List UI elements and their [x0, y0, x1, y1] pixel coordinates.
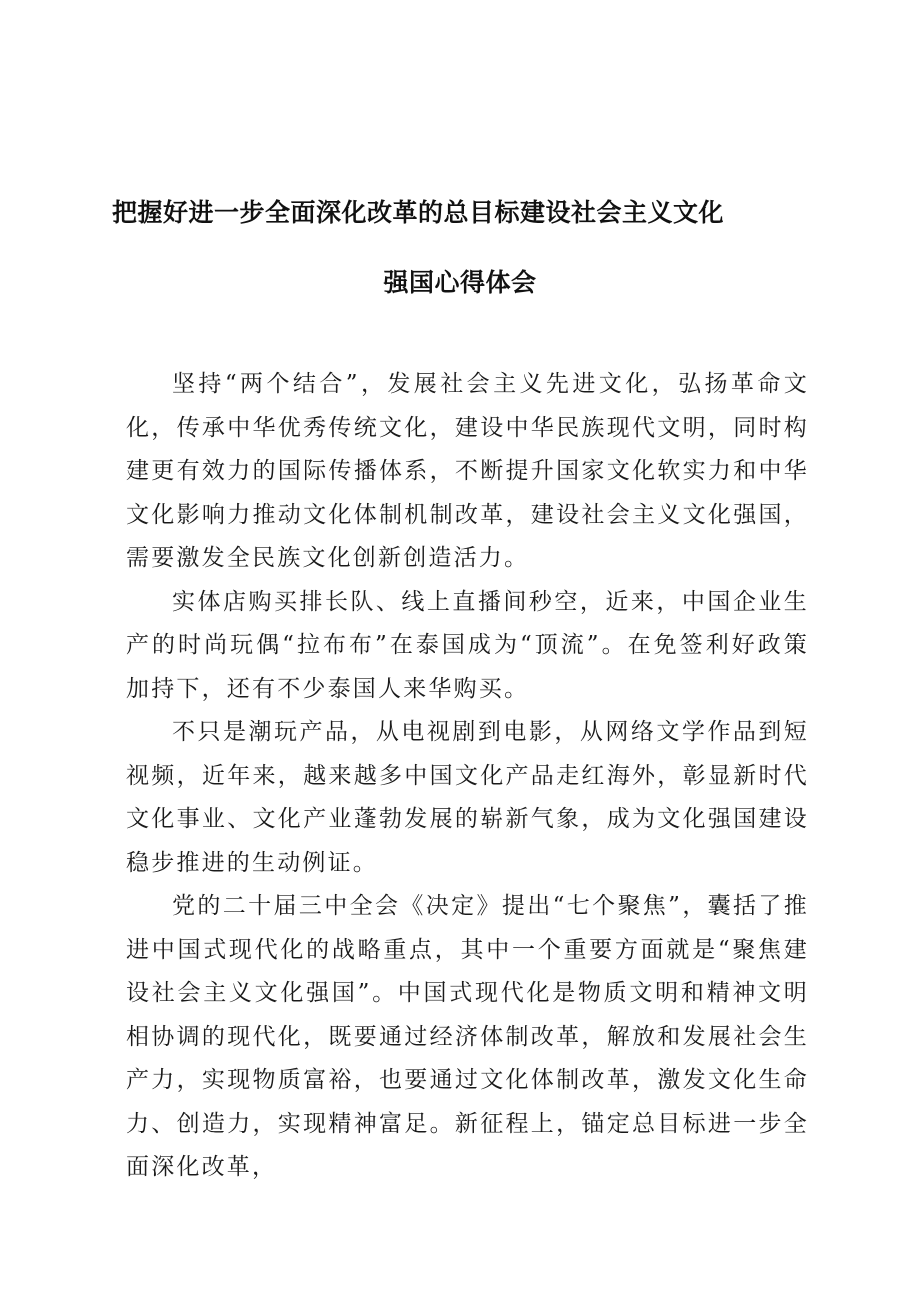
body-paragraph: 坚持“两个结合”，发展社会主义先进文化，弘扬革命文化，传承中华优秀传统文化，建设中华民族现代文明，同时构建更有效力的国际传播体系，不断提升国家文化软实力和中华文化影响力推动文化体制机制改革，建设社会主义文化强国，需要激发全民族文化创新创造活力。	[126, 371, 809, 571]
document-title-line-2: 强国心得体会	[383, 268, 537, 297]
document-title-line-1: 把握好进一步全面深化改革的总目标建设社会主义文化	[112, 198, 725, 227]
document-body	[126, 363, 809, 1190]
body-paragraph: 不只是潮玩产品，从电视剧到电影，从网络文学作品到短视频，近年来，越来越多中国文化产品走红海外，彰显新时代文化事业、文化产业蓬勃发展的崭新气象，成为文化强国建设稳步推进的生动例证。	[126, 719, 809, 876]
body-paragraph: 党的二十届三中全会《决定》提出“七个聚焦”，囊括了推进中国式现代化的战略重点，其中一个重要方面就是“聚焦建设社会主义文化强国”。中国式现代化是物质文明和精神文明相协调的现代化，既要通过经济体制改革，解放和发展社会生产力，实现物质富裕，也要通过文化体制改革，激发文化生命力、创造力，实现精神富足。新征程上，锚定总目标进一步全面深化改革，	[126, 893, 809, 1180]
body-paragraph: 实体店购买排长队、线上直播间秒空，近来，中国企业生产的时尚玩偶“拉布布”在泰国成为“顶流”。在免签利好政策加持下，还有不少泰国人来华购买。	[126, 588, 809, 702]
